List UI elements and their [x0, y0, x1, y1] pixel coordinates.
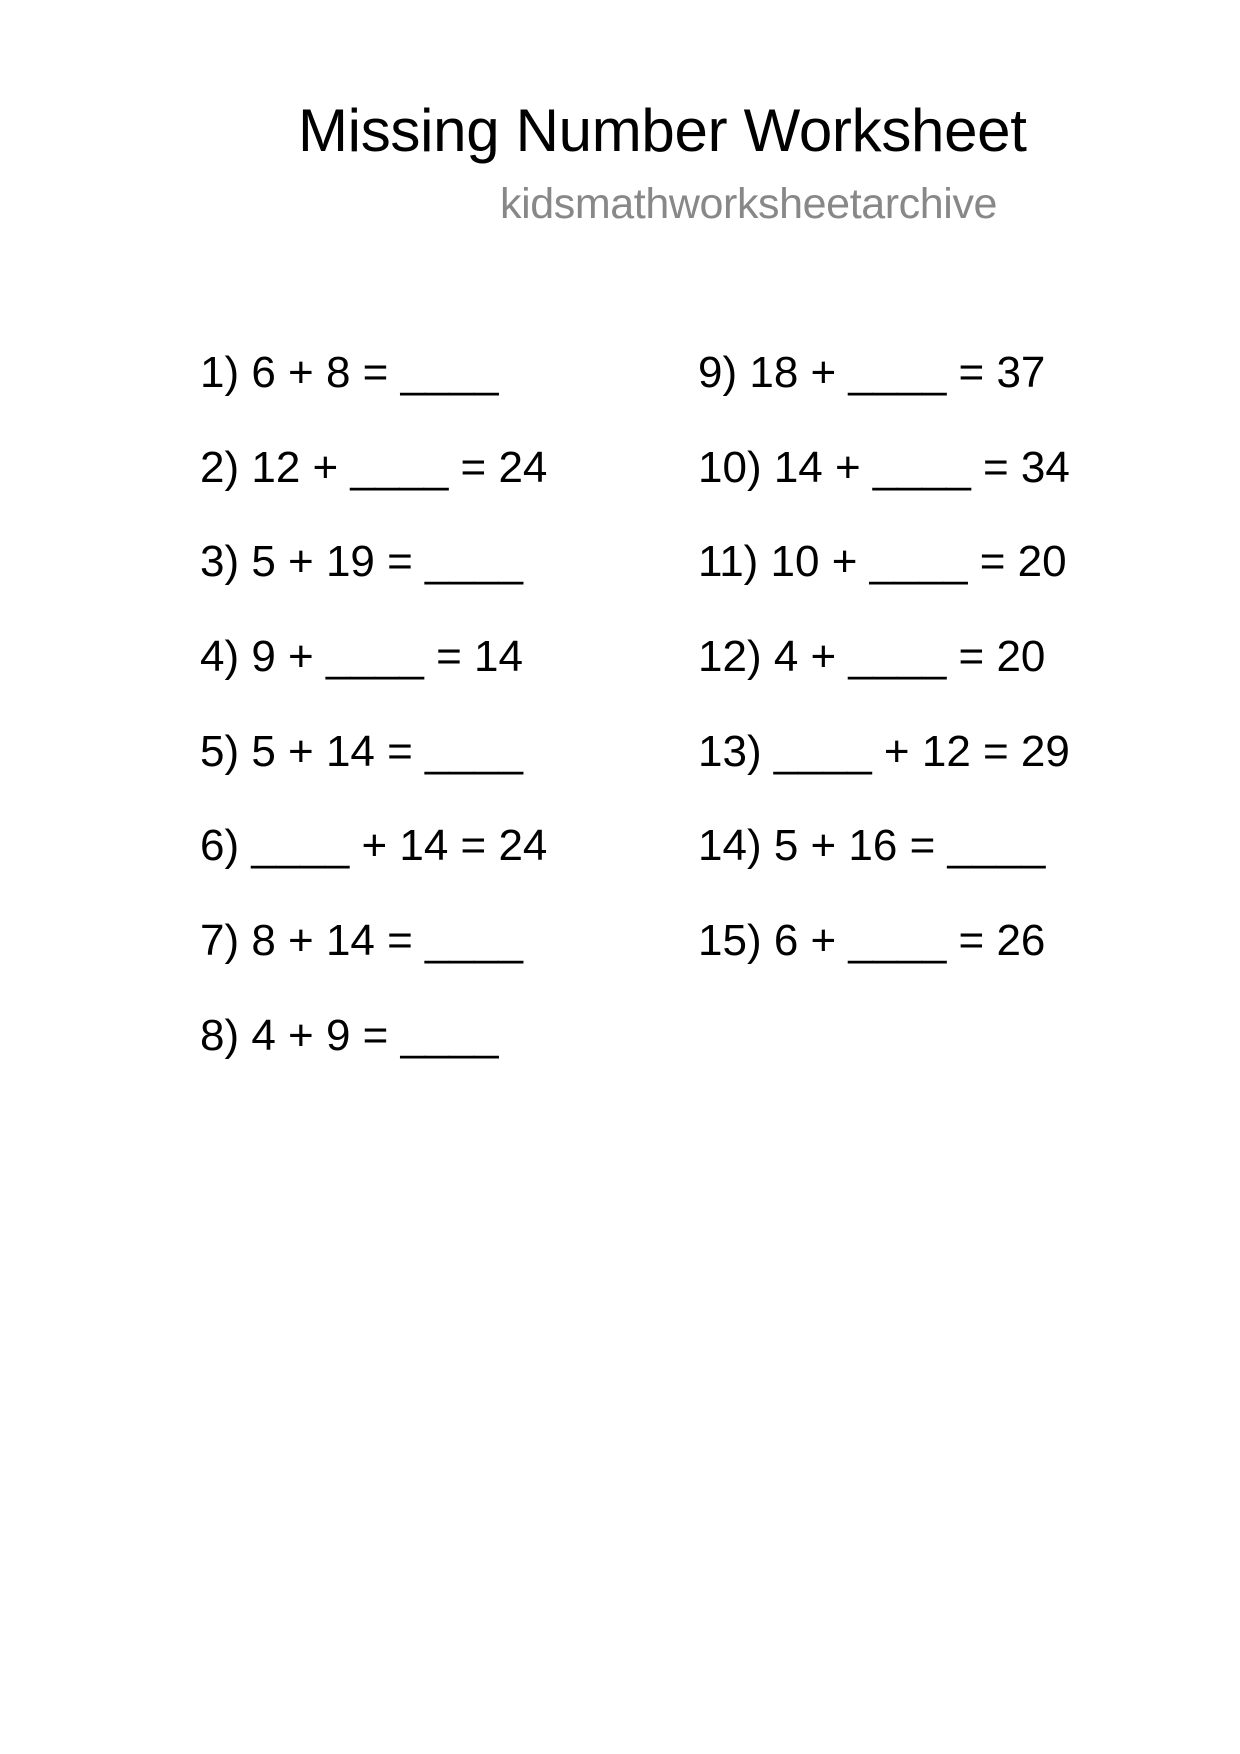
problem-2: 2) 12 + ____ = 24	[200, 442, 548, 492]
problem-1: 1) 6 + 8 = ____	[200, 348, 499, 397]
problem-8: 8) 4 + 9 = ____	[200, 1010, 499, 1060]
problem-3: 3) 5 + 19 = ____	[200, 537, 523, 587]
problem-13: 13) ____ + 12 = 29	[698, 726, 1070, 776]
page-title: Missing Number Worksheet	[298, 97, 1027, 164]
problem-9: 9) 18 + ____ = 37	[698, 348, 1046, 397]
problem-10: 10) 14 + ____ = 34	[698, 442, 1070, 492]
problem-15: 15) 6 + ____ = 26	[698, 916, 1046, 966]
problem-6: 6) ____ + 14 = 24	[200, 821, 548, 871]
page-subtitle: kidsmathworksheetarchive	[500, 180, 998, 228]
problem-7: 7) 8 + 14 = ____	[200, 916, 523, 966]
problem-5: 5) 5 + 14 = ____	[200, 726, 523, 776]
problems-right-column	[698, 346, 1070, 1009]
problems-left-column	[200, 346, 547, 1104]
problem-11: 11) 10 + ____ = 20	[698, 537, 1067, 587]
problem-14: 14) 5 + 16 = ____	[698, 821, 1046, 871]
problem-4: 4) 9 + ____ = 14	[200, 632, 523, 682]
problem-12: 12) 4 + ____ = 20	[698, 632, 1046, 682]
